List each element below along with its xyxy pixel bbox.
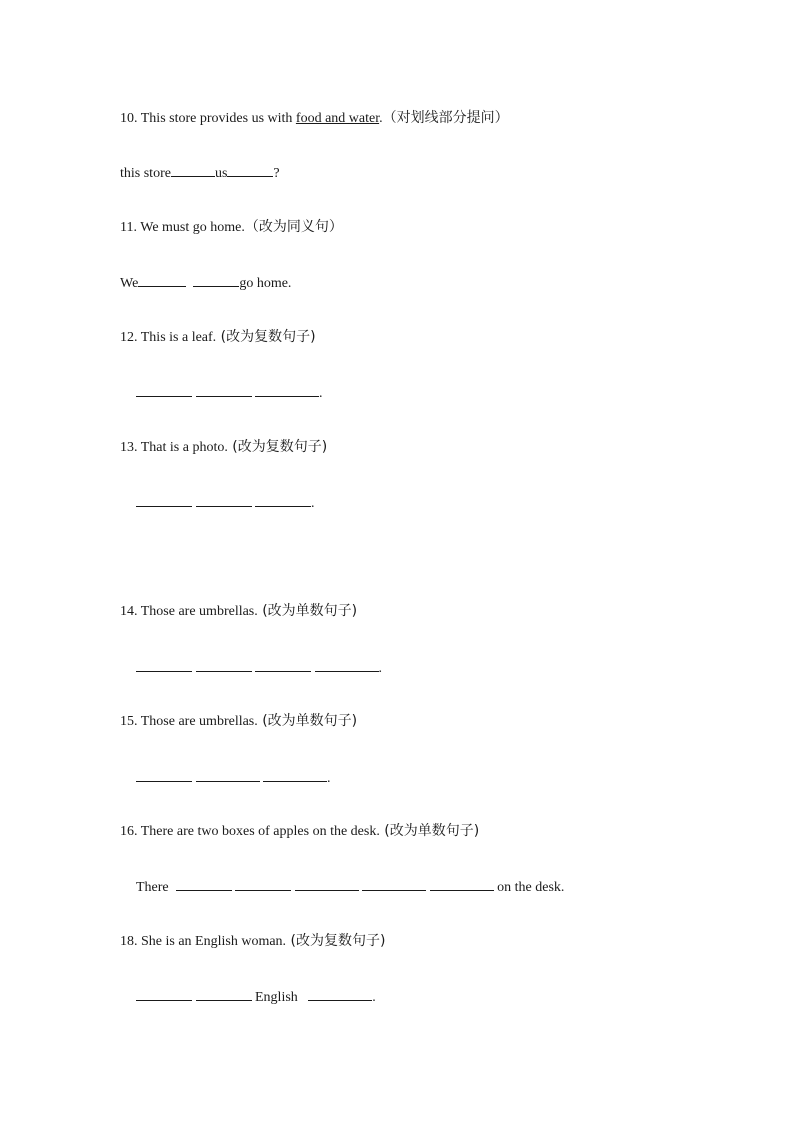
answer-blank[interactable] bbox=[362, 876, 426, 891]
answer-blank[interactable] bbox=[136, 657, 192, 672]
answer-blank[interactable] bbox=[255, 657, 311, 672]
answer-line-12 bbox=[136, 382, 323, 404]
answer-text: We bbox=[120, 276, 139, 291]
answer-text: . bbox=[372, 990, 376, 1005]
question-10 bbox=[120, 108, 509, 129]
question-punct: . bbox=[379, 111, 383, 126]
answer-line-18 bbox=[136, 986, 376, 1008]
question-13 bbox=[120, 437, 327, 458]
answer-line-13 bbox=[136, 492, 315, 514]
question-text: 14. Those are umbrellas. bbox=[120, 604, 258, 619]
answer-line-15 bbox=[136, 767, 331, 789]
question-text: 16. There are two boxes of apples on the desk. bbox=[120, 824, 380, 839]
answer-line-10 bbox=[120, 162, 280, 184]
instruction-note: (改为复数句子) bbox=[227, 439, 328, 455]
answer-text: . bbox=[311, 496, 315, 511]
answer-blank[interactable] bbox=[227, 162, 273, 177]
answer-blank[interactable] bbox=[295, 876, 359, 891]
answer-blank[interactable] bbox=[196, 986, 252, 1001]
instruction-note: (改为单数句子) bbox=[257, 713, 358, 729]
answer-blank[interactable] bbox=[263, 767, 327, 782]
question-text: 12. This is a leaf. bbox=[120, 330, 217, 345]
instruction-note: (改为单数句子) bbox=[379, 823, 480, 839]
answer-blank[interactable] bbox=[255, 382, 319, 397]
answer-text: . bbox=[319, 386, 323, 401]
answer-text: English bbox=[255, 990, 298, 1005]
answer-blank[interactable] bbox=[136, 986, 192, 1001]
answer-blank[interactable] bbox=[136, 382, 192, 397]
answer-text: There bbox=[136, 880, 169, 895]
answer-text: us bbox=[214, 166, 228, 181]
instruction-note: (改为复数句子) bbox=[216, 329, 316, 345]
answer-blank[interactable] bbox=[196, 767, 260, 782]
answer-text: on the desk. bbox=[497, 880, 565, 895]
instruction-note: (改为复数句子) bbox=[286, 933, 386, 949]
answer-blank[interactable] bbox=[171, 162, 215, 177]
question-text: 15. Those are umbrellas. bbox=[120, 714, 258, 729]
question-number: 10. bbox=[120, 111, 138, 126]
question-text: 11. We must go home. bbox=[120, 220, 245, 235]
answer-blank[interactable] bbox=[315, 657, 379, 672]
question-text: 13. That is a photo. bbox=[120, 440, 228, 455]
answer-line-14 bbox=[136, 657, 382, 679]
answer-blank[interactable] bbox=[193, 272, 239, 287]
question-18 bbox=[120, 931, 385, 952]
question-12 bbox=[120, 327, 316, 348]
answer-blank[interactable] bbox=[136, 767, 192, 782]
question-16 bbox=[120, 821, 479, 842]
underlined-phrase: food and water bbox=[295, 111, 380, 126]
question-text: This store provides us with bbox=[140, 111, 296, 126]
question-text: 18. She is an English woman. bbox=[120, 934, 287, 949]
question-11 bbox=[120, 217, 343, 238]
answer-blank[interactable] bbox=[138, 272, 186, 287]
answer-blank[interactable] bbox=[136, 492, 192, 507]
answer-text: . bbox=[378, 661, 382, 676]
question-15 bbox=[120, 711, 357, 732]
answer-blank[interactable] bbox=[176, 876, 232, 891]
instruction-note: （改为同义句） bbox=[244, 219, 343, 235]
answer-blank[interactable] bbox=[196, 492, 252, 507]
answer-blank[interactable] bbox=[196, 382, 252, 397]
answer-blank[interactable] bbox=[308, 986, 372, 1001]
answer-text: . bbox=[327, 771, 331, 786]
answer-text: go home. bbox=[239, 276, 292, 291]
answer-blank[interactable] bbox=[235, 876, 291, 891]
instruction-note: （对划线部分提问） bbox=[382, 110, 509, 126]
instruction-note: (改为单数句子) bbox=[257, 603, 358, 619]
answer-line-11 bbox=[120, 272, 291, 294]
answer-blank[interactable] bbox=[196, 657, 252, 672]
answer-text: ? bbox=[273, 166, 280, 181]
answer-text: this store bbox=[120, 166, 171, 181]
answer-line-16 bbox=[136, 876, 564, 898]
answer-blank[interactable] bbox=[255, 492, 311, 507]
question-14 bbox=[120, 601, 357, 622]
answer-blank[interactable] bbox=[430, 876, 494, 891]
